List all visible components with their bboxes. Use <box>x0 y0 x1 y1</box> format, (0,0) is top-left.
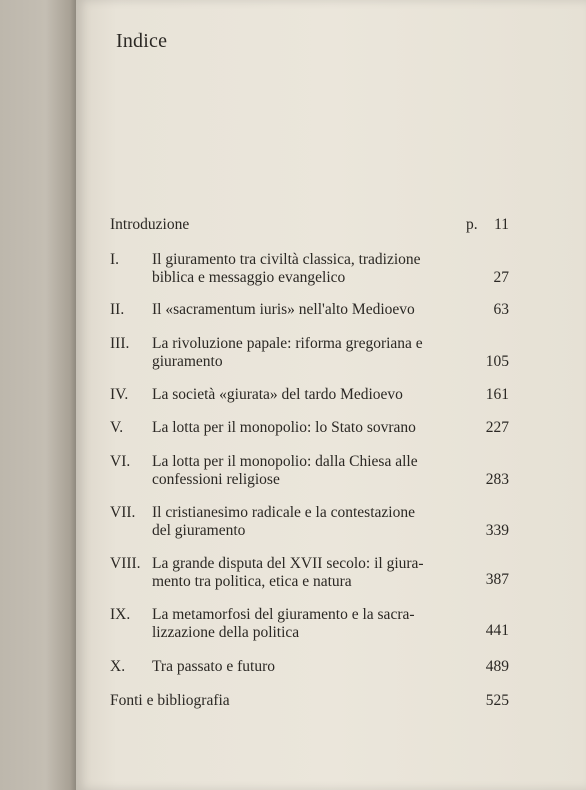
chapter-number: VIII. <box>110 555 141 572</box>
entry-title: Il «sacramentum iuris» nell'alto Medioevo <box>152 301 415 318</box>
entry-title-line: La grande disputa del XVII secolo: il giura- <box>152 555 424 572</box>
entry-title <box>152 555 452 591</box>
page-number: 339 <box>485 522 509 539</box>
page-number: 489 <box>485 658 509 675</box>
page-number: 161 <box>485 386 509 403</box>
entry-title <box>152 606 452 642</box>
chapter-number: II. <box>110 301 125 318</box>
chapter-number: X. <box>110 658 126 675</box>
chapter-number: VI. <box>110 453 131 470</box>
entry-title: Introduzione <box>110 216 190 233</box>
entry-title: La lotta per il monopolio: lo Stato sovrano <box>152 419 416 436</box>
page-number: 283 <box>485 471 509 488</box>
chapter-number: III. <box>110 335 130 352</box>
entry-title-line: La lotta per il monopolio: dalla Chiesa alle <box>152 453 418 470</box>
page-number: 27 <box>493 269 509 286</box>
entry-title: Tra passato e futuro <box>152 658 275 675</box>
facing-page-edge <box>0 0 76 790</box>
entry-title-line: Il giuramento tra civiltà classica, tradizione <box>152 251 421 268</box>
page-number: 105 <box>485 353 509 370</box>
page-number: 525 <box>485 692 509 709</box>
entry-title-line: Il cristianesimo radicale e la contestazione <box>152 504 415 521</box>
page-number: 11 <box>494 216 509 233</box>
chapter-number: I. <box>110 251 120 268</box>
page-number: 63 <box>493 301 509 318</box>
entry-title <box>152 504 452 540</box>
chapter-number: IV. <box>110 386 129 403</box>
entry-title <box>152 335 452 371</box>
page-number: 441 <box>485 622 509 639</box>
entry-title-line: La metamorfosi del giuramento e la sacra- <box>152 606 415 623</box>
entry-title-line: mento tra politica, etica e natura <box>152 573 352 590</box>
entry-title-line: lizzazione della politica <box>152 624 300 641</box>
chapter-number: V. <box>110 419 124 436</box>
page-number: 387 <box>485 571 509 588</box>
entry-title: Fonti e bibliografia <box>110 692 230 709</box>
chapter-number: VII. <box>110 504 136 521</box>
entry-title-line: confessioni religiose <box>152 471 280 488</box>
entry-title-line: La rivoluzione papale: riforma gregoriana e <box>152 335 423 352</box>
page-number: 227 <box>485 419 509 436</box>
entry-title-line: giuramento <box>152 353 223 370</box>
entry-title <box>152 453 452 489</box>
entry-title-line: del giuramento <box>152 522 246 539</box>
entry-title: La società «giurata» del tardo Medioevo <box>152 386 403 403</box>
chapter-number: IX. <box>110 606 131 623</box>
entry-title-line: biblica e messaggio evangelico <box>152 269 346 286</box>
page-title: Indice <box>116 30 168 52</box>
page-prefix: p. <box>466 216 478 233</box>
entry-title <box>152 251 452 287</box>
